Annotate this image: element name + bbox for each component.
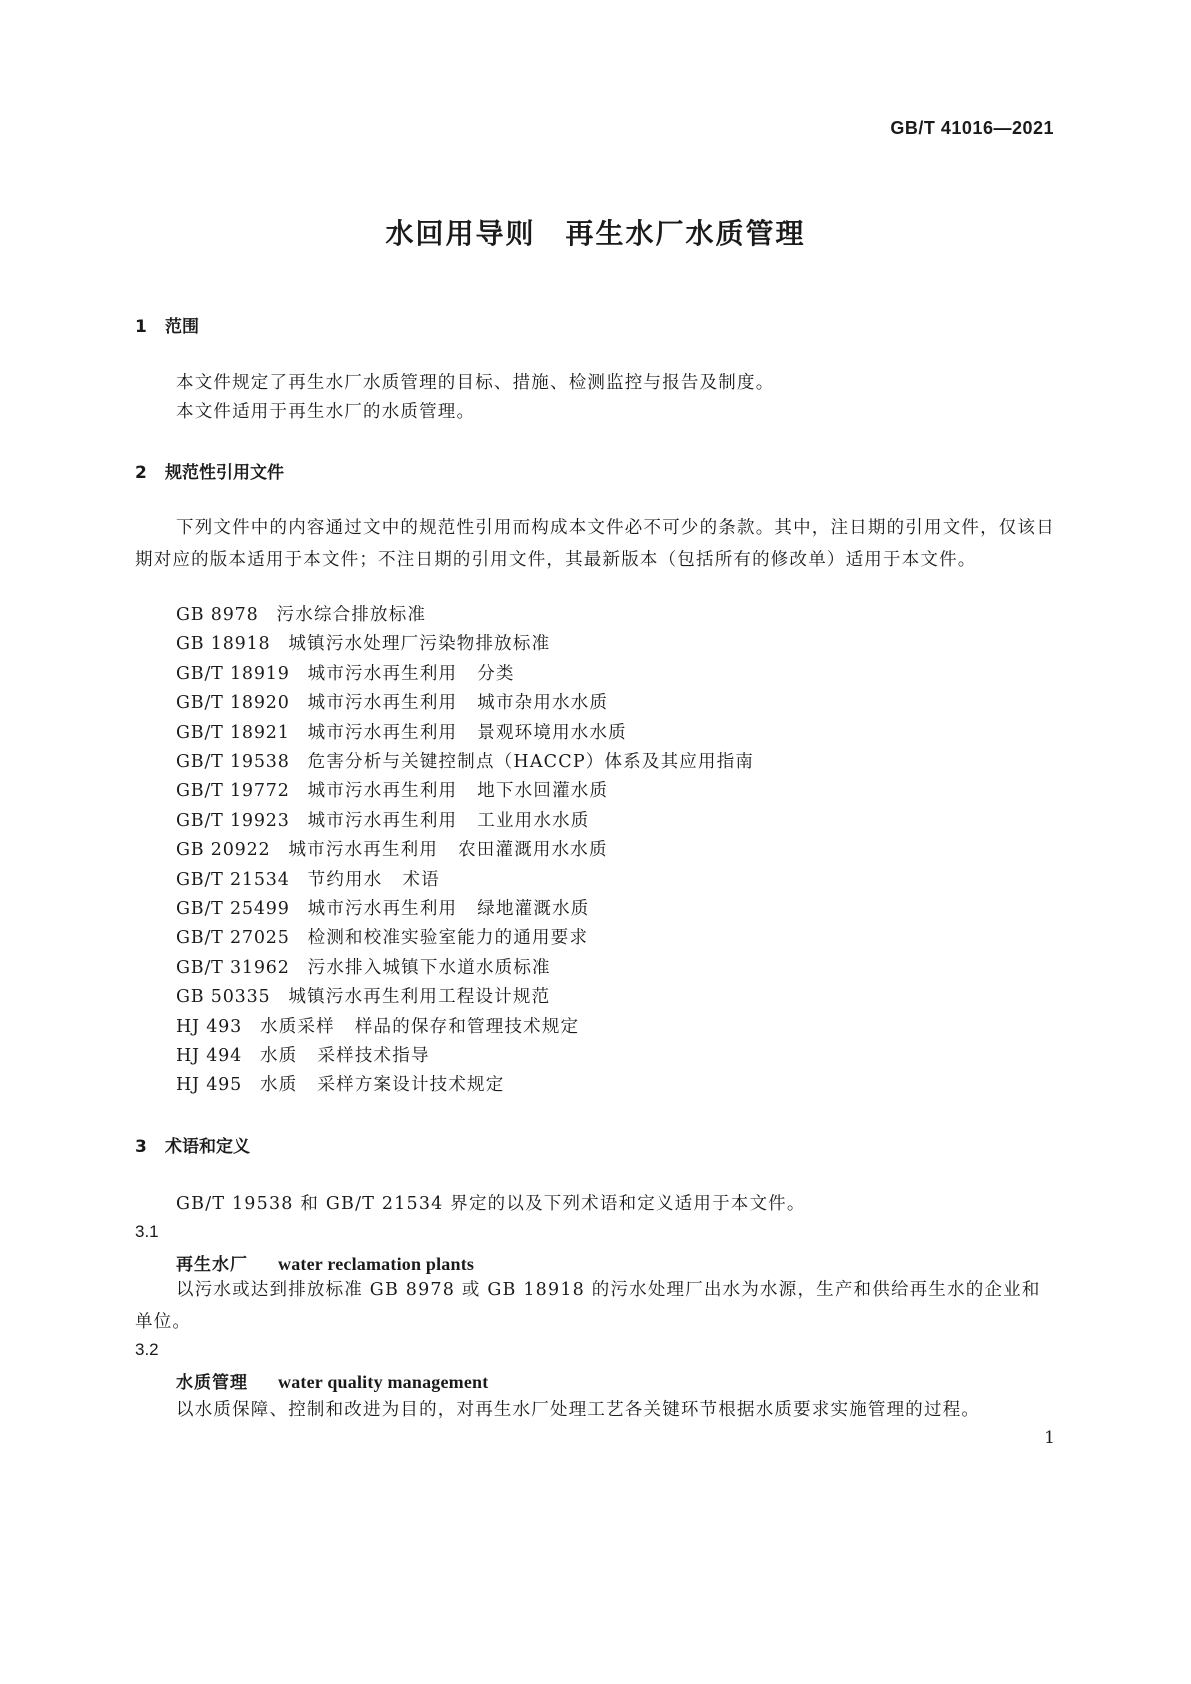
term-definition: 以污水或达到排放标准 GB 8978 或 GB 18918 的污水处理厂出水为水源，生产和供给再生水的企业和单位。: [135, 1280, 1041, 1332]
reference-item: [176, 748, 754, 773]
reference-title: 污水综合排放标准: [276, 605, 427, 625]
reference-code: GB 20922: [176, 840, 271, 861]
reference-subtitle: 景观环境用水水质: [477, 722, 627, 743]
reference-title: 危害分析与关键控制点（HACCP）体系及其应用指南: [307, 752, 755, 772]
reference-subtitle: 采样方案设计技术规定: [317, 1075, 505, 1096]
reference-subtitle: 农田灌溉用水水质: [458, 840, 608, 861]
reference-item: [176, 719, 627, 744]
document-title: [0, 212, 1191, 252]
reference-title: 节约用水: [307, 869, 383, 890]
paragraph: 本文件规定了再生水厂水质管理的目标、措施、检测监控与报告及制度。: [176, 373, 775, 393]
reference-subtitle: 城市杂用水水质: [477, 693, 609, 714]
reference-item: [176, 866, 440, 891]
section-number: 1: [135, 317, 147, 337]
reference-code: GB/T 18920: [176, 693, 290, 714]
reference-code: GB 18918: [176, 634, 271, 655]
term-english: water quality management: [278, 1372, 489, 1392]
section-number: 3: [135, 1137, 147, 1157]
reference-item: [176, 895, 589, 920]
reference-item: [176, 807, 589, 832]
title-part-2: 再生水厂水质管理: [565, 217, 806, 250]
section-3-heading: [135, 1132, 250, 1157]
term-chinese: 水质管理: [176, 1373, 248, 1393]
reference-subtitle: 工业用水水质: [477, 810, 590, 831]
reference-code: GB/T 19923: [176, 810, 290, 831]
term-definition: 以水质保障、控制和改进为目的，对再生水厂处理工艺各关键环节根据水质要求实施管理的过程。: [176, 1400, 981, 1420]
reference-title: 污水排入城镇下水道水质标准: [307, 957, 551, 978]
reference-code: GB/T 25499: [176, 899, 290, 919]
reference-title: 城市污水再生利用: [288, 840, 439, 861]
term-english: water reclamation plants: [278, 1254, 475, 1274]
reference-code: GB/T 31962: [176, 957, 290, 978]
reference-code: GB/T 19772: [176, 781, 290, 802]
reference-title: 水质: [260, 1075, 298, 1096]
reference-code: GB/T 21534: [176, 869, 290, 890]
reference-code: GB/T 19538: [176, 752, 290, 772]
reference-code: GB/T 18921: [176, 722, 290, 743]
section-2-heading: [135, 458, 284, 483]
reference-item: [176, 601, 426, 626]
reference-item: [176, 924, 588, 949]
standard-number: GB/T 41016—2021: [890, 118, 1054, 138]
reference-subtitle: 样品的保存和管理技术规定: [354, 1016, 580, 1037]
reference-subtitle: 采样技术指导: [317, 1046, 430, 1066]
reference-title: 检测和校准实验室能力的通用要求: [307, 928, 589, 949]
reference-item: [176, 660, 515, 685]
section-3-intro: GB/T 19538 和 GB/T 21534 界定的以及下列术语和定义适用于本文件。: [176, 1194, 806, 1214]
reference-title: 城镇污水再生利用工程设计规范: [288, 987, 551, 1008]
reference-subtitle: 术语: [402, 869, 440, 890]
term-entry: [176, 1250, 474, 1275]
section-2-intro: 下列文件中的内容通过文中的规范性引用而构成本文件必不可少的条款。其中，注日期的引用文件，仅该日期对应的版本适用于本文件；不注日期的引用文件，其最新版本（包括所有的修改单）适用于本文件。: [135, 518, 1055, 570]
section-number: 2: [135, 463, 147, 483]
reference-code: GB 8978: [176, 605, 259, 625]
reference-title: 城市污水再生利用: [307, 693, 458, 714]
reference-code: HJ 493: [176, 1016, 243, 1037]
reference-title: 水质: [260, 1046, 298, 1066]
term-chinese: 再生水厂: [176, 1255, 248, 1275]
reference-subtitle: 绿地灌溉水质: [477, 899, 590, 919]
reference-item: [176, 1042, 430, 1067]
reference-code: GB 50335: [176, 987, 271, 1008]
reference-item: [176, 689, 608, 714]
reference-title: 城市污水再生利用: [307, 810, 458, 831]
reference-item: [176, 983, 550, 1008]
term-number: 3.2: [135, 1340, 159, 1359]
reference-item: [176, 1071, 504, 1096]
term-entry: [176, 1368, 488, 1393]
reference-title: 城市污水再生利用: [307, 663, 458, 684]
paragraph: 本文件适用于再生水厂的水质管理。: [176, 402, 476, 422]
reference-item: [176, 954, 551, 979]
reference-item: [176, 630, 550, 655]
reference-item: [176, 777, 608, 802]
section-title: 规范性引用文件: [165, 463, 284, 483]
reference-code: GB/T 18919: [176, 663, 290, 684]
reference-item: [176, 836, 608, 861]
title-part-1: 水回用导则: [385, 217, 536, 250]
page-number: 1: [1044, 1428, 1055, 1448]
term-number: 3.1: [135, 1222, 159, 1241]
reference-title: 城市污水再生利用: [307, 781, 458, 802]
reference-subtitle: 地下水回灌水质: [477, 781, 609, 802]
reference-title: 城镇污水处理厂污染物排放标准: [288, 634, 551, 655]
reference-title: 城市污水再生利用: [307, 722, 458, 743]
section-1-heading: [135, 312, 199, 337]
reference-code: GB/T 27025: [176, 928, 290, 949]
reference-code: HJ 494: [176, 1046, 243, 1066]
reference-title: 水质采样: [260, 1016, 335, 1037]
section-title: 术语和定义: [165, 1137, 250, 1157]
reference-title: 城市污水再生利用: [307, 899, 458, 919]
reference-item: [176, 1013, 579, 1038]
reference-code: HJ 495: [176, 1075, 243, 1096]
section-title: 范围: [165, 317, 199, 337]
reference-subtitle: 分类: [477, 663, 515, 684]
